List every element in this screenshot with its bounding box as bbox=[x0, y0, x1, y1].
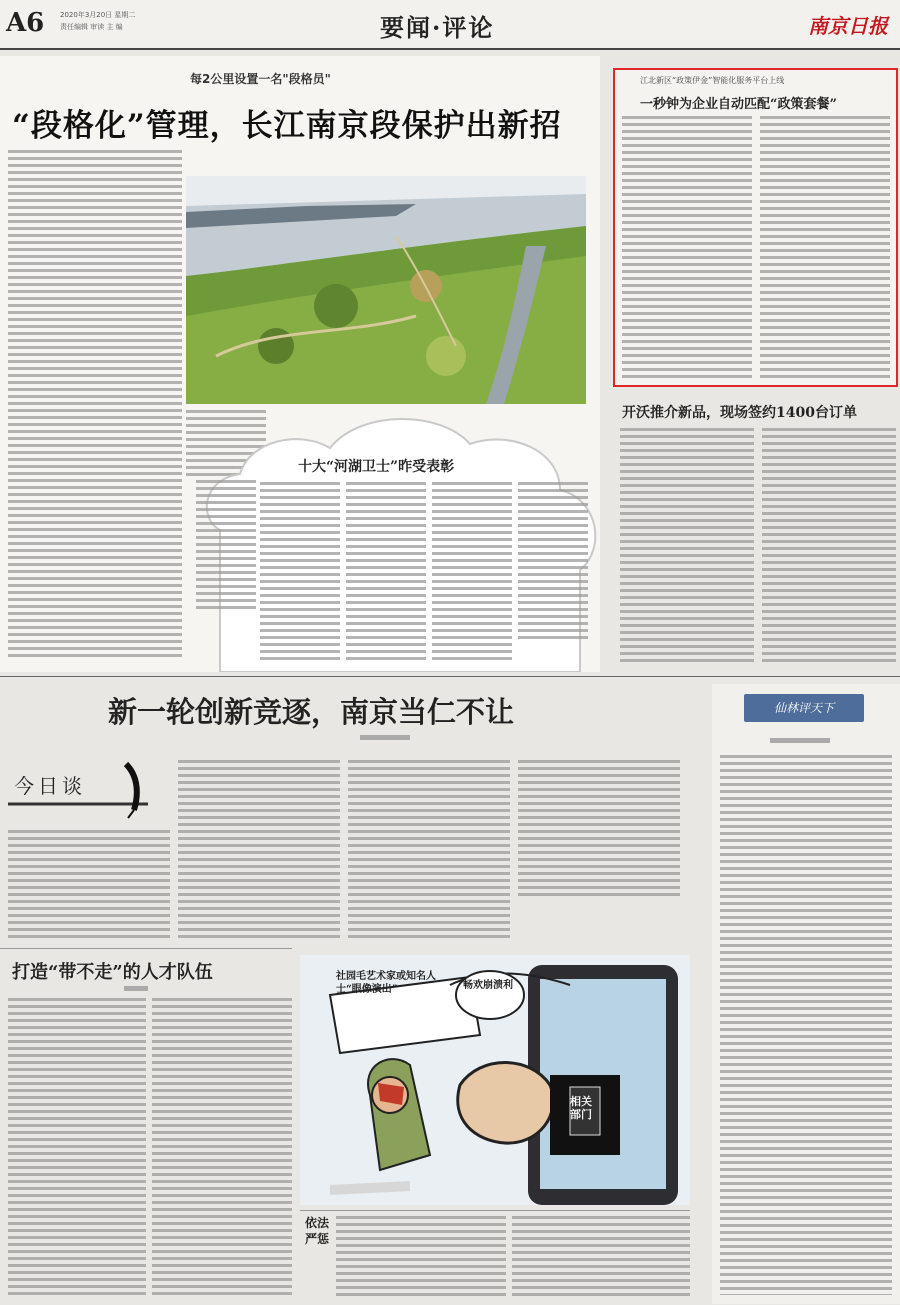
yangtze-river-photo bbox=[186, 176, 586, 404]
cartoon-sleeve-text: 相关部门 bbox=[570, 1095, 592, 1121]
mid-story-col4 bbox=[518, 760, 680, 900]
cartoon-sign-text: 社园毛艺术家或知名人士“眼像演出” bbox=[336, 971, 436, 995]
today-talk-label: 今日谈 bbox=[14, 774, 86, 798]
cartoon-divider bbox=[300, 1210, 690, 1211]
header-editors: 责任编辑 审读 主 编 bbox=[60, 23, 123, 31]
top-story-headline: “段格化”管理，长江南京段保护出新招 bbox=[12, 108, 562, 144]
sidebar-byline bbox=[770, 738, 830, 743]
right-story2-col1 bbox=[620, 428, 754, 664]
page-number: A6 bbox=[6, 8, 45, 38]
talent-divider bbox=[0, 948, 292, 949]
header-meta bbox=[60, 9, 200, 33]
mid-story-headline: 新一轮创新竞逐，南京当仁不让 bbox=[108, 695, 515, 729]
right-story2-col2 bbox=[762, 428, 896, 664]
cartoon-bubble-text: 畅欢崩溃利 bbox=[463, 980, 513, 991]
right-story2-title: 开沃推介新品，现场签约1400台订单 bbox=[622, 405, 857, 421]
highlighted-story-kicker: 江北新区“政策伊金”智能化服务平台上线 bbox=[640, 76, 785, 85]
cloud-story-col4 bbox=[518, 482, 588, 642]
top-story-kicker: 每2公里设置一名"段格员" bbox=[190, 72, 331, 86]
talent-story-headline: 打造“带不走”的人才队伍 bbox=[12, 962, 213, 983]
mid-story-col1 bbox=[8, 830, 170, 940]
cloud-story-title: 十大“河湖卫士”昨受表彰 bbox=[298, 459, 455, 475]
cloud-story-col0 bbox=[196, 480, 256, 610]
talent-story-col2 bbox=[152, 998, 292, 1298]
mid-story-col2 bbox=[178, 760, 340, 940]
highlighted-story-col2 bbox=[760, 116, 890, 378]
sidebar-banner: 仙林评天下 bbox=[744, 694, 864, 722]
top-story-body-col1 bbox=[8, 150, 182, 660]
talent-story-col1 bbox=[8, 998, 146, 1298]
law-column-body1 bbox=[336, 1216, 506, 1296]
section-divider bbox=[0, 676, 900, 677]
sidebar-body bbox=[720, 755, 892, 1295]
highlighted-story-col1 bbox=[622, 116, 752, 378]
law-column-body2 bbox=[512, 1216, 690, 1296]
header-date: 2020年3月20日 星期二 bbox=[60, 11, 136, 19]
cloud-story-col3 bbox=[432, 482, 512, 662]
talent-story-byline bbox=[124, 986, 148, 991]
law-column-label: 依法严惩 bbox=[305, 1216, 330, 1246]
mid-story-byline bbox=[360, 735, 410, 740]
highlighted-story-title: 一秒钟为企业自动匹配“政策套餐” bbox=[640, 97, 837, 112]
cloud-story-col2 bbox=[346, 482, 426, 662]
section-title: 要闻·评论 bbox=[380, 13, 495, 42]
mid-story-col3 bbox=[348, 760, 510, 940]
masthead-logo: 南京日报 bbox=[808, 14, 888, 38]
cloud-story-col1 bbox=[260, 482, 340, 662]
